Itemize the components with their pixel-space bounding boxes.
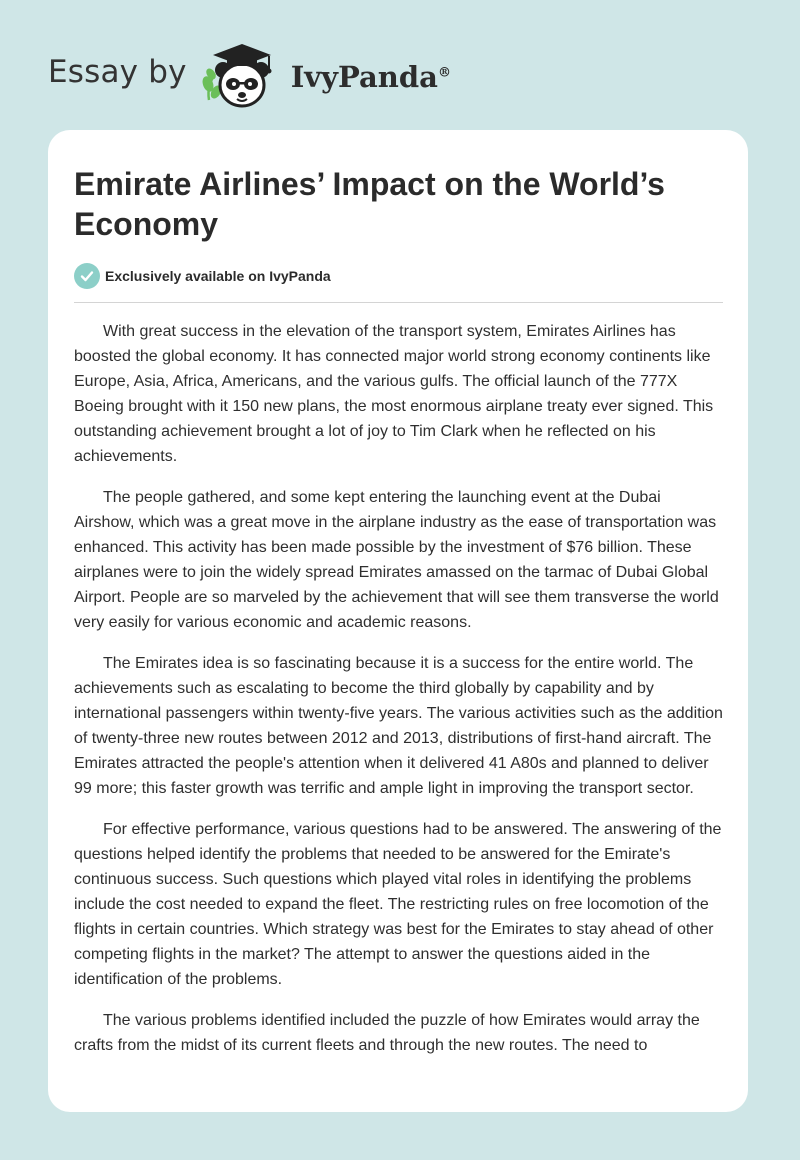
paragraph: The Emirates idea is so fascinating because it is a success for the entire world. The achievements such as escalating to become the third globally by capability and by international passengers within twenty-five years. The various activities such as the addition of twenty-three new routes between 2012 and 2013, distributions of first-hand aircraft. The Emirates attracted the people's attention when it delivered 41 A80s and planned to deliver 99 more; this faster growth was terrific and ample light in improving the transport sector. bbox=[74, 655, 723, 797]
paragraph: The various problems identified included the puzzle of how Emirates would array the crafts from the midst of its current fleets and through the new routes. The need to bbox=[74, 1012, 700, 1054]
divider bbox=[74, 302, 723, 303]
essay-title: Emirate Airlines’ Impact on the World’s Economy bbox=[74, 166, 665, 242]
paragraph: The people gathered, and some kept entering the launching event at the Dubai Airshow, which was a great move in the airplane industry as the ease of transportation was enhanced. This activity has been made possible by the investment of $76 billion. These airplanes were to join the widely spread Emirates amassed on the tarmac of Dubai Global Airport. People are so marveled by the achievement that will see them transverse the world very easily for various economic and academic reasons. bbox=[74, 489, 719, 631]
paragraph: For effective performance, various questions had to be answered. The answering of the questions helped identify the problems that needed to be answered for the Emirate's continuous success. Such questions which played vital roles in identifying the problems include the cost needed to expand the fleet. The restricting rules on free locomotion of the flights in certain countries. Which strategy was best for the Emirates to stay ahead of other competing flights in the market? The attempt to answer the questions aided in the identification of the problems. bbox=[74, 821, 722, 988]
panda-graduate-icon bbox=[199, 40, 285, 112]
exclusive-label: Exclusively available on IvyPanda bbox=[105, 268, 331, 284]
check-icon bbox=[74, 263, 100, 289]
essay-by-label: Essay by bbox=[48, 54, 187, 90]
registered-mark: ® bbox=[437, 65, 451, 81]
essay-card bbox=[48, 130, 748, 1112]
site-logo[interactable] bbox=[48, 36, 451, 116]
paragraph: With great success in the elevation of the transport system, Emirates Airlines has boosted the global economy. It has connected major world strong economy continents like Europe, Asia, Africa, Americans, and the various gulfs. The official launch of the 777X Boeing brought with it 150 new plans, the most enormous airplane treaty ever signed. This outstanding achievement brought a lot of joy to Tim Clark when he reflected on his achievements. bbox=[74, 323, 714, 465]
essay-body bbox=[74, 319, 724, 1074]
brand-name: IvyPanda® bbox=[290, 60, 451, 94]
exclusive-badge bbox=[74, 263, 331, 289]
